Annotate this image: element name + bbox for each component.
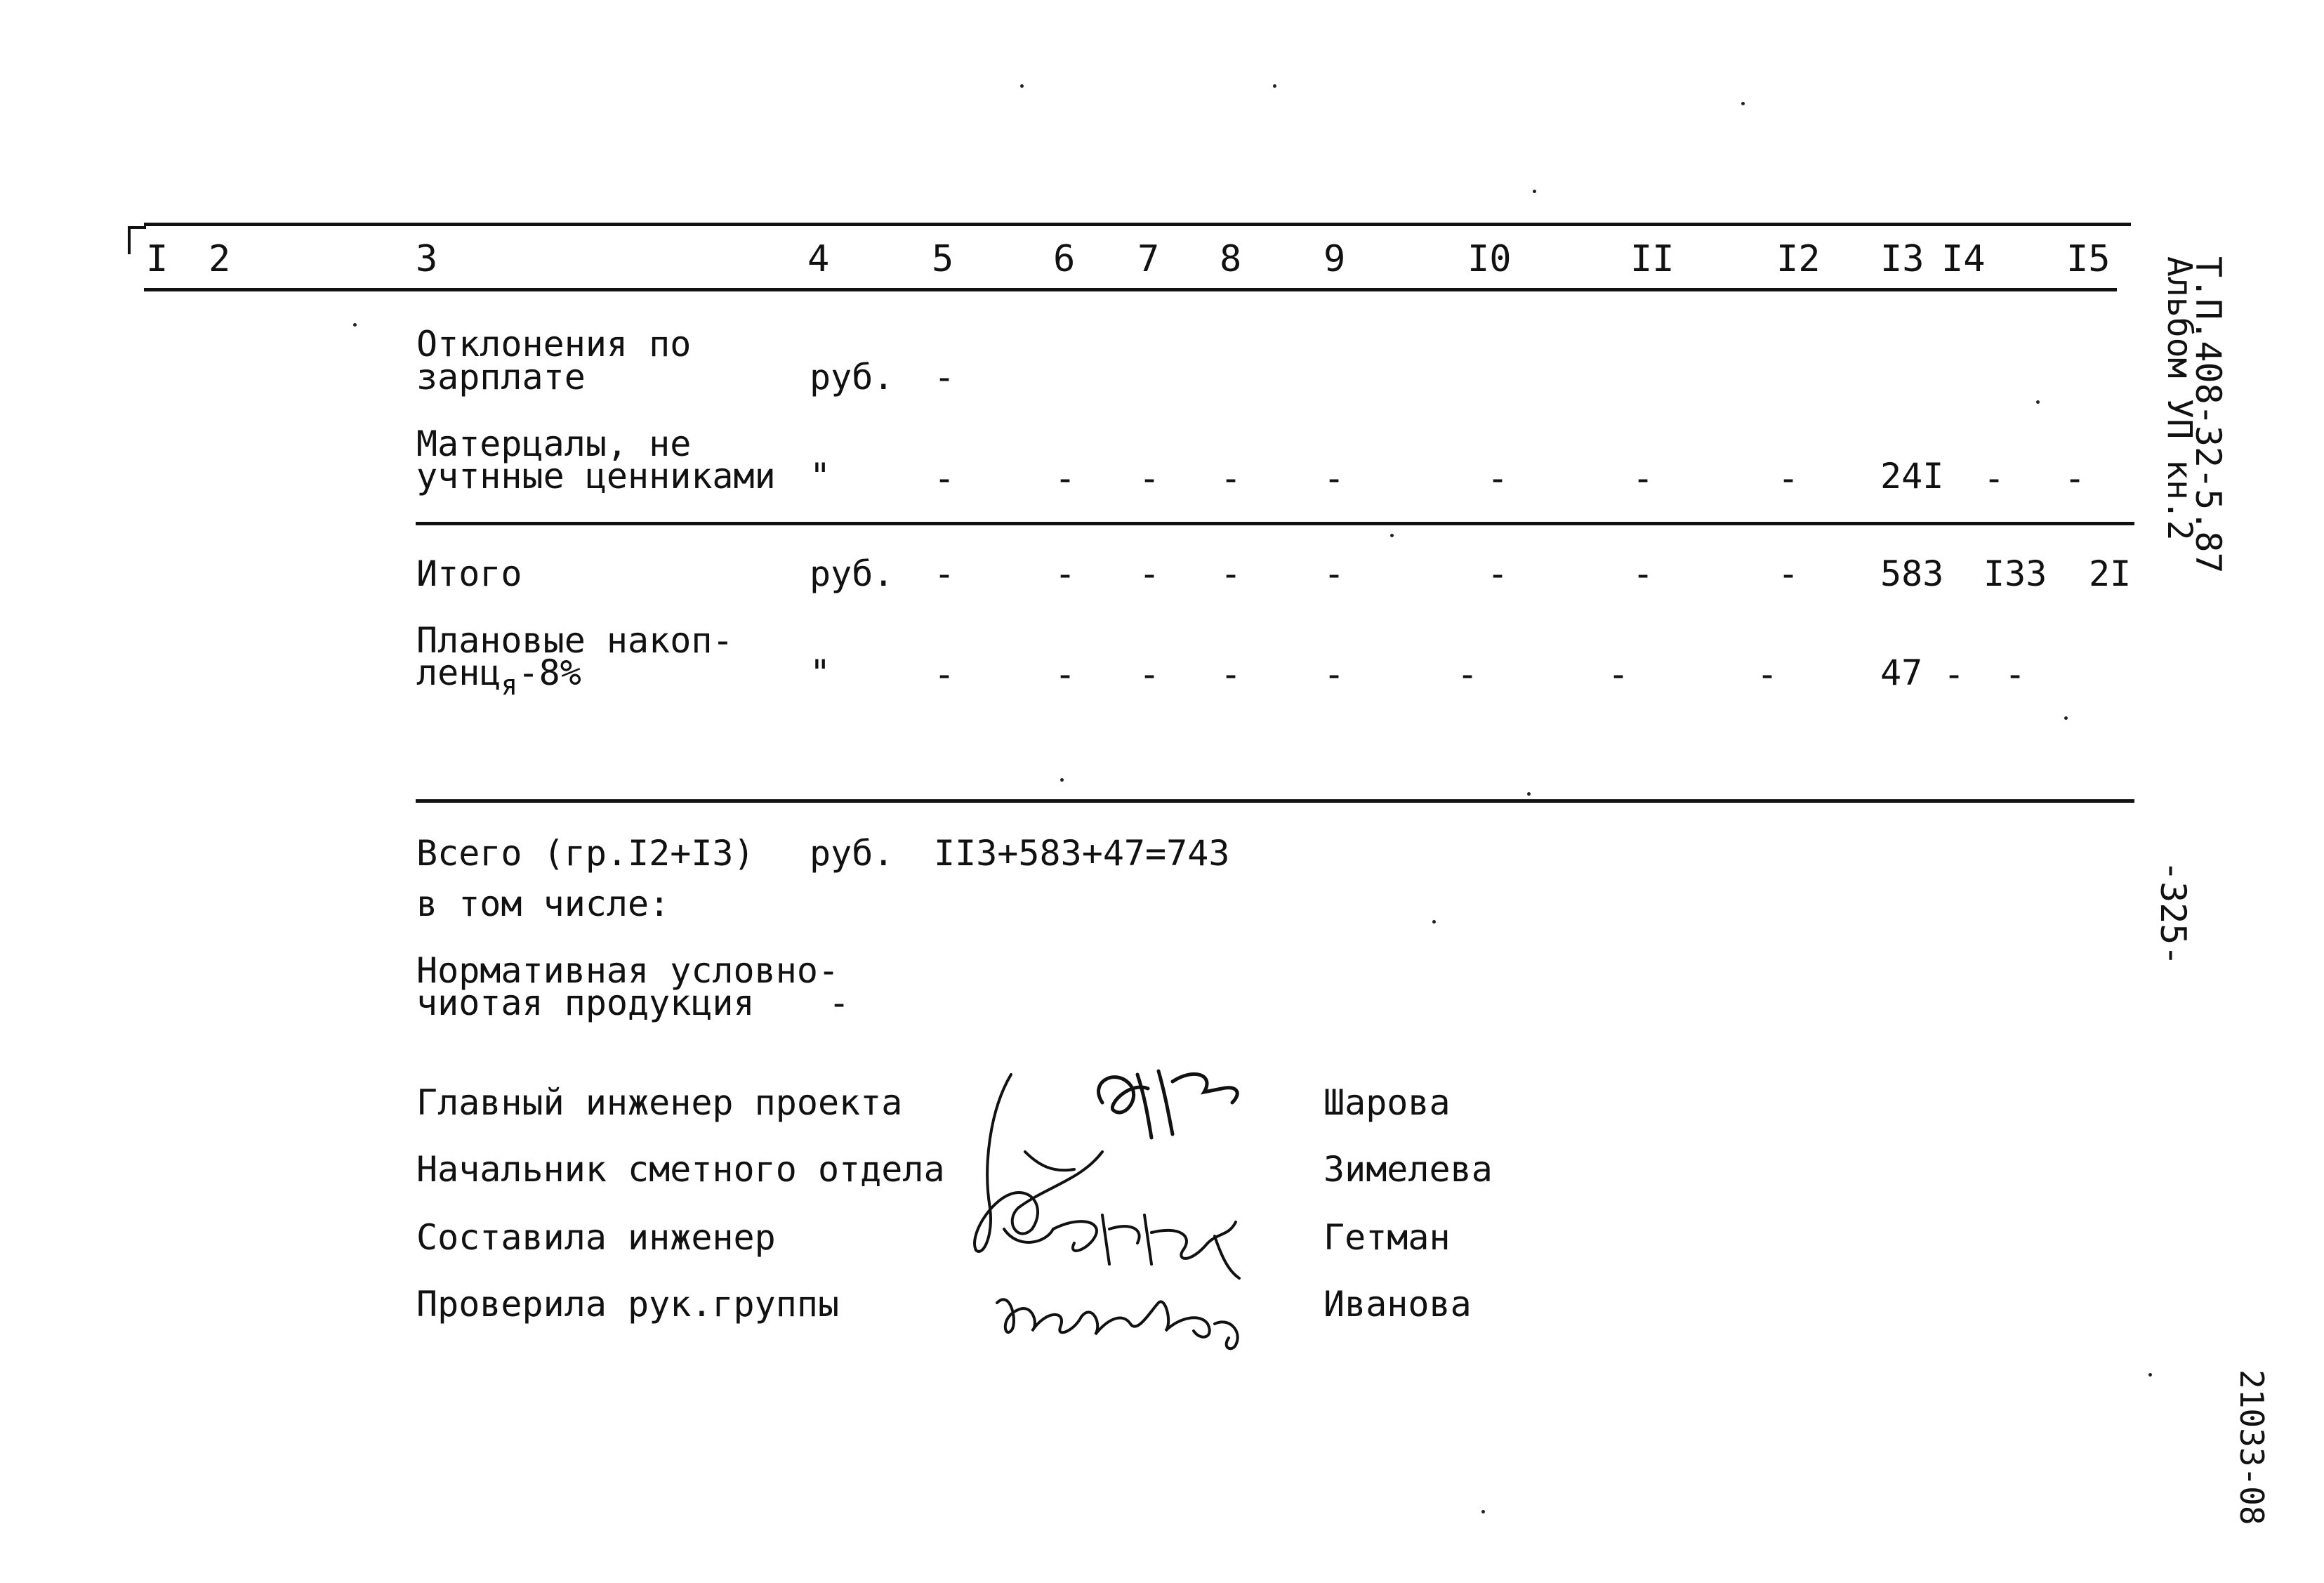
handwritten-signature-4 <box>990 1275 1271 1352</box>
row-materials-col14: - <box>1983 458 2005 499</box>
row-total-col13: 583 <box>1880 553 1944 594</box>
summary-label: Всего (гр.I2+I3) <box>416 833 755 874</box>
scan-speck <box>1481 1510 1485 1513</box>
col-header-15: I5 <box>2066 238 2111 280</box>
row-total-col15: 2I <box>2089 553 2132 594</box>
margin-page-number: -325- <box>2153 860 2193 966</box>
col-header-14: I4 <box>1941 238 1986 280</box>
scan-speck <box>1741 102 1745 105</box>
row-planned-col11: - <box>1608 654 1630 695</box>
grand-total-rule <box>416 799 2134 803</box>
row-materials-unit: " <box>810 456 831 497</box>
summary-unit: руб. <box>810 833 894 874</box>
col-header-8: 8 <box>1220 238 1242 280</box>
scan-speck <box>1060 778 1064 782</box>
summary-normative-label-2: чиотая продукция <box>416 983 755 1023</box>
row-materials-label-2: учтнные ценниками <box>416 456 776 497</box>
row-deviation-col5: - <box>934 357 956 398</box>
margin-inventory-number: 21033-08 <box>2233 1369 2271 1525</box>
row-materials-col13: 24I <box>1880 456 1944 497</box>
row-materials-col7: - <box>1139 458 1161 499</box>
row-total-col5: - <box>934 553 956 594</box>
signature-role-head-estimates: Начальник сметного отдела <box>416 1149 945 1190</box>
handwritten-signature-3 <box>1039 1194 1250 1285</box>
row-total-label: Итого <box>416 553 522 594</box>
col-header-12: I2 <box>1776 238 1821 280</box>
row-planned-col8: - <box>1220 654 1242 695</box>
row-total-col11: - <box>1632 553 1654 594</box>
row-materials-col15: - <box>2064 458 2086 499</box>
row-deviation-unit: руб. <box>810 357 894 398</box>
col-header-6: 6 <box>1053 238 1076 280</box>
row-materials-col10: - <box>1487 458 1509 499</box>
row-planned-unit: " <box>810 652 831 693</box>
summary-normative-label-1: Нормативная условно- <box>416 950 840 991</box>
scan-speck <box>1527 792 1531 796</box>
subtotal-rule <box>416 522 2134 525</box>
corner-mark-horizontal <box>128 226 146 229</box>
summary-including: в том числе: <box>416 884 671 924</box>
row-planned-col13: 47 <box>1880 652 1923 693</box>
row-total-col6: - <box>1055 553 1076 594</box>
col-header-2: 2 <box>209 238 231 280</box>
header-bottom-rule <box>144 288 2117 291</box>
signature-name-sharova: Шарова <box>1323 1082 1451 1123</box>
scan-speck <box>2148 1373 2152 1377</box>
row-materials-col12: - <box>1778 458 1800 499</box>
row-materials-col6: - <box>1055 458 1076 499</box>
row-materials-col5: - <box>934 458 956 499</box>
row-total-col7: - <box>1139 553 1161 594</box>
col-header-5: 5 <box>932 238 954 280</box>
row-total-col12: - <box>1778 553 1800 594</box>
row-planned-col12: - <box>1757 654 1778 695</box>
row-planned-col7: - <box>1139 654 1161 695</box>
col-header-4: 4 <box>807 238 830 280</box>
row-total-col9: - <box>1323 553 1345 594</box>
scan-speck <box>1020 84 1024 88</box>
col-header-10: I0 <box>1467 238 1512 280</box>
signature-name-ivanova: Иванова <box>1323 1284 1472 1325</box>
row-materials-label-1: Матерцалы, не <box>416 423 692 464</box>
row-total-unit: руб. <box>810 553 894 594</box>
row-deviation-label-1: Отклонения по <box>416 324 692 364</box>
col-header-1: I <box>146 238 169 280</box>
row-total-col14: I33 <box>1983 553 2047 594</box>
col-header-13: I3 <box>1880 238 1924 280</box>
row-planned-col10: - <box>1457 654 1479 695</box>
row-planned-label-1: Плановые накоп- <box>416 620 734 661</box>
row-planned-col6: - <box>1055 654 1076 695</box>
scan-speck <box>353 323 357 327</box>
row-total-col8: - <box>1220 553 1242 594</box>
top-rule <box>144 223 2131 226</box>
row-planned-col14: - <box>1943 654 1965 695</box>
scan-speck <box>2064 716 2068 720</box>
scan-speck <box>1533 190 1536 193</box>
scan-speck <box>1432 920 1436 924</box>
col-header-3: 3 <box>416 238 438 280</box>
row-deviation-label-2: зарплате <box>416 357 586 398</box>
signature-role-group-lead: Проверила рук.группы <box>416 1284 840 1325</box>
row-planned-col5: - <box>934 654 956 695</box>
scan-speck <box>2036 400 2040 404</box>
row-planned-label-2 <box>416 652 581 702</box>
col-header-11: II <box>1630 238 1675 280</box>
row-planned-label-2-tail: -8% <box>517 652 581 693</box>
row-planned-label-2-sub: я <box>501 669 518 702</box>
row-planned-col15: - <box>2005 654 2026 695</box>
row-planned-label-2-main: ленц <box>416 652 501 693</box>
signature-role-chief-engineer: Главный инженер проекта <box>416 1082 903 1123</box>
margin-album: Альбом УП кн.2 <box>2160 256 2199 541</box>
row-planned-col9: - <box>1323 654 1345 695</box>
summary-normative-value: - <box>828 983 850 1023</box>
scan-speck <box>1273 84 1276 88</box>
row-materials-col11: - <box>1632 458 1654 499</box>
col-header-9: 9 <box>1323 238 1346 280</box>
summary-formula: II3+583+47=743 <box>934 833 1230 874</box>
row-materials-col9: - <box>1323 458 1345 499</box>
col-header-7: 7 <box>1137 238 1160 280</box>
scan-speck <box>1390 534 1394 537</box>
signature-name-getman: Гетман <box>1323 1217 1451 1258</box>
margin-doc-ref: Т.П.408-32-5.87 <box>2188 256 2229 574</box>
signature-name-zimeleva: Зимелева <box>1323 1149 1493 1190</box>
signature-role-engineer: Составила инженер <box>416 1217 776 1258</box>
row-materials-col8: - <box>1220 458 1242 499</box>
row-total-col10: - <box>1487 553 1509 594</box>
corner-mark-vertical <box>128 226 131 254</box>
